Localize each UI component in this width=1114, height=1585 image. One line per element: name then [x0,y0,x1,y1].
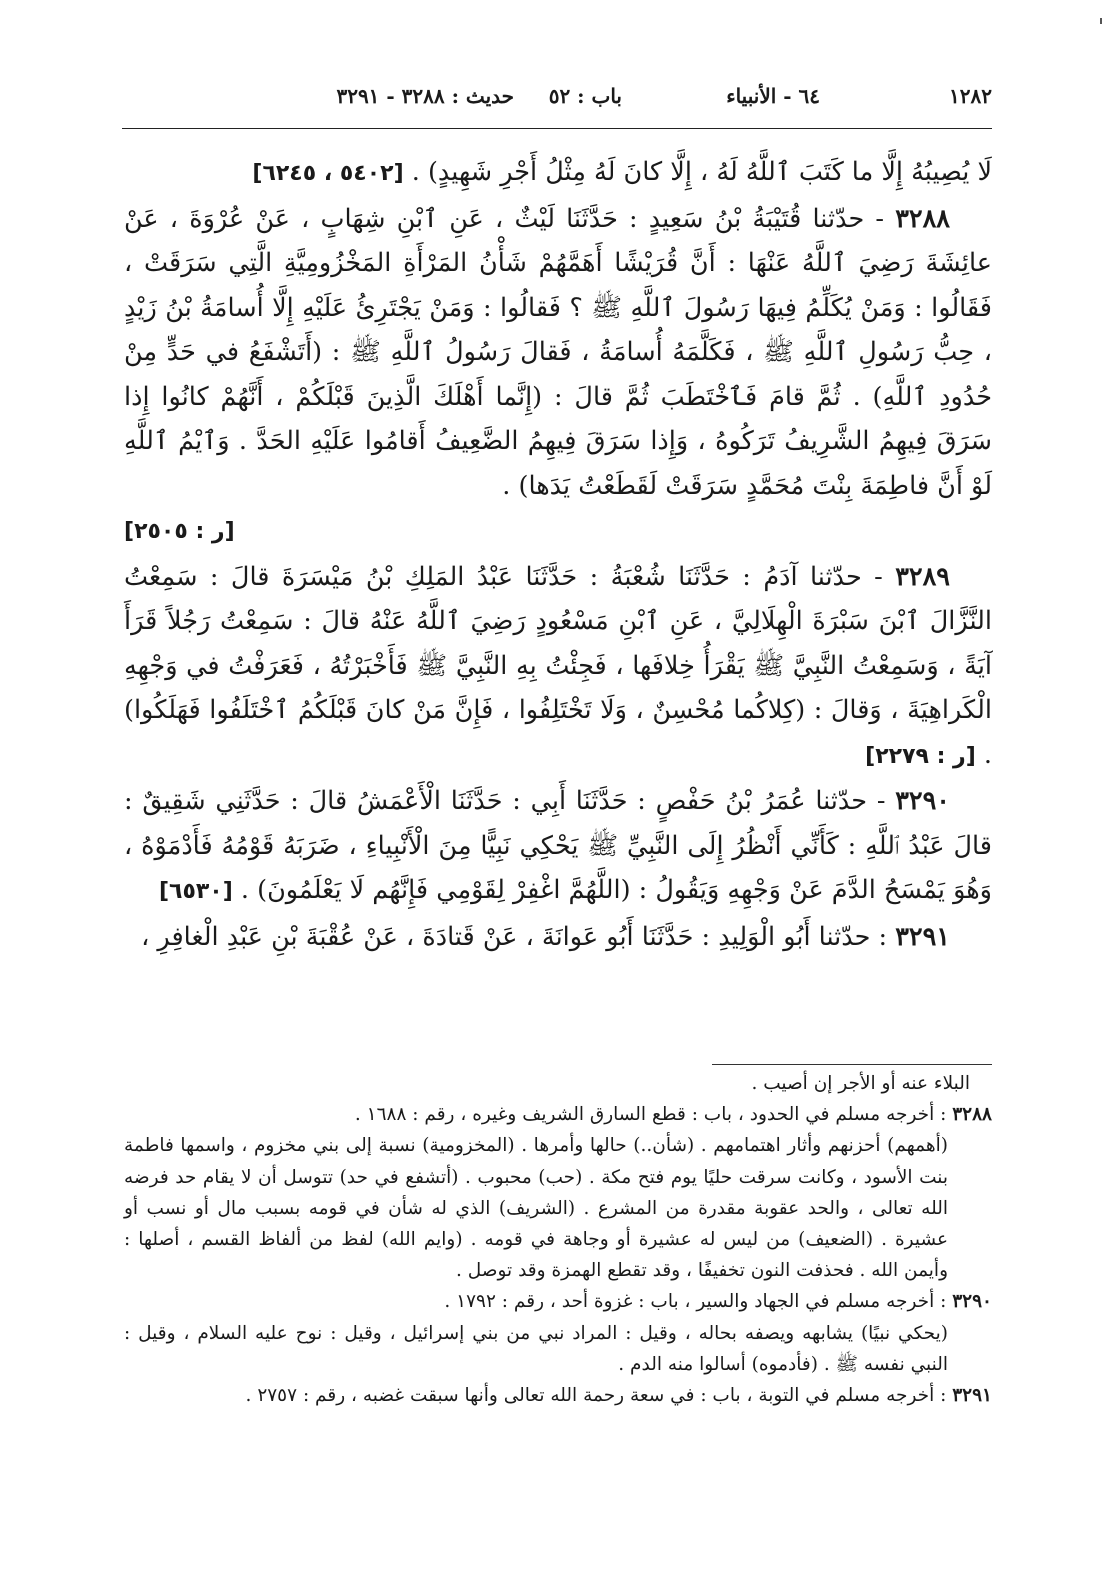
main-text [124,150,992,959]
hadith-number: ٣٢٨٨ [895,203,951,234]
book-title: ٦٤ - الأنبياء [726,84,820,108]
hadith-3289 [124,555,992,780]
chapter-label: باب : ٥٢ [548,84,622,108]
scan-mark [1100,18,1102,24]
hadith-3291 [124,915,992,960]
footnote-continuation: البلاء عنه أو الأجر إن أصيب . [751,1073,970,1094]
hadith-text: - حدّثنا آدَمُ : حَدَّثَنَا شُعْبَةُ : حَدَّثَنَا عَبْدُ المَلِكِ بْنُ مَيْسَرَةَ قالَ : سَمِعْتُ النَّزَّالَ ٱبْنَ سَبْرَةَ الْهِلَالِيَّ ، عَنِ ٱبْنِ مَسْعُودٍ رَضِيَ ٱللَّهُ عَنْهُ قالَ : سَمِعْتُ رَجُلاً قَرَأَ آيَةً ، وَسَمِعْتُ النَّبِيَّ ﷺ يَقْرَأُ خِلافَها ، فَجِئْتُ بِهِ النَّبِيَّ ﷺ فَأَخْبَرْتُهُ ، فَعَرَفْتُ في وَجْهِهِ الْكَراهِيَةَ ، وَقالَ : (كِلاكُما مُحْسِنٌ ، وَلَا تَخْتَلِفُوا ، فَإِنَّ مَنْ كانَ قَبْلَكُمُ ٱخْتَلَفُوا فَهَلَكُوا) . [124,561,992,770]
cross-reference: [٦٥٣٠] [158,879,233,904]
footnote-source [124,1380,992,1411]
hadith-number: ٣٢٩٠ [895,786,950,816]
footnote-divider [712,1064,992,1065]
page-number: ١٢٨٢ [949,84,992,108]
hadith-number: ٣٢٩١ [895,921,950,952]
hadith-text: - حدّثنا قُتَيْبَةُ بْنُ سَعِيدٍ : حَدَّثَنَا لَيْثٌ ، عَنِ ٱبْنِ شِهَابٍ ، عَنْ عُرْوَةَ ، عَنْ عائِشَةَ رَضِيَ ٱللَّهُ عَنْهَا : أَنَّ قُرَيْشًا أَهَمَّهُمْ شَأْنُ المَرْأَةِ المَخْزُومِيَّةِ الَّتِي سَرَقَتْ ، فَقَالُوا : وَمَنْ يُكَلِّمُ فِيهَا رَسُولَ ٱللَّهِ ﷺ ؟ فَقالُوا : وَمَنْ يَجْتَرِئُ عَلَيْهِ إِلَّا أُسامَةُ بْنُ زَيْدٍ ، حِبُّ رَسُولِ ٱللَّهِ ﷺ ، فَكَلَّمَهُ أُسامَةُ ، فَقالَ رَسُولُ ٱللَّهِ ﷺ : (أَتَشْفَعُ في حَدٍّ مِنْ حُدُودِ ٱللَّهِ) . ثُمَّ قامَ فَٱخْتَطَبَ ثُمَّ قالَ : (إِنَّما أَهْلَكَ الَّذِينَ قَبْلَكُمْ ، أَنَّهُمْ كانُوا إِذا سَرَقَ فِيهِمُ الشَّرِيفُ تَرَكُوهُ ، وَإِذا سَرَقَ فِيهِمُ الضَّعِيفُ أَقامُوا عَلَيْهِ الحَدَّ . وَٱيْمُ ٱللَّهِ لَوْ أَنَّ فاطِمَةَ بِنْتَ مُحَمَّدٍ سَرَقَتْ لَقَطَعْتُ يَدَها) . [124,203,992,501]
footnote-gloss: (أهمهم) أحزنهم وأثار اهتمامهم . (شأن..) حالها وأمرها . (المخزومية) نسبة إلى بني مخزوم ، واسمها فاطمة بنت الأسود ، وكانت سرقت حليًا يوم فتح مكة . (حب) محبوب . (أتشفع في حد) تتوسل أن لا يقام حد فرضه الله تعالى ، والحد عقوبة مقدرة من المشرع . (الشريف) الذي له شأن في قومه بسبب مال أو نسب أو عشيرة . (الضعيف) من ليس له عشيرة أو وجاهة في قومه . (وايم الله) لفظ من ألفاظ القسم ، أصلها : وأيمن الله . فحذفت النون تخفيفًا ، وقد تقطع الهمزة وقد توصل . [124,1135,949,1282]
hadith-range: حديث : ٣٢٨٨ - ٣٢٩١ [336,84,514,108]
hadith-text: - حدّثنا عُمَرُ بْنُ حَفْصٍ : حَدَّثَنَا أَبِي : حَدَّثَنَا الْأَعْمَشُ قالَ : حَدَّثَنِي شَقِيقٌ : قالَ عَبْدُ ٱللَّهِ : كَأَنِّي أَنْظُرُ إِلَى النَّبِيِّ ﷺ يَحْكِي نَبِيًّا مِنَ الْأَنْبِياءِ ، ضَرَبَهُ قَوْمُهُ فَأَدْمَوْهُ ، وَهُوَ يَمْسَحُ الدَّمَ عَنْ وَجْهِهِ وَيَقُولُ : (اللَّهُمَّ اغْفِرْ لِقَوْمِي فَإِنَّهُم لَا يَعْلَمُونَ) . [124,786,992,905]
footnote-source-text: : أخرجه مسلم في الجهاد والسير ، باب : غزوة أحد ، رقم : ١٧٩٢ . [444,1291,947,1313]
footnote-source [124,1099,992,1130]
hadith-3288-ref-line [124,508,992,555]
hadith-3288 [124,197,992,509]
footnote-number: ٣٢٩٠ [952,1291,992,1313]
hadith-text: : حدّثنا أَبُو الْوَلِيدِ : حَدَّثَنَا أَبُو عَوانَةَ ، عَنْ قَتادَةَ ، عَنْ عُقْبَةَ بْنِ عَبْدِ الْغافِرِ ، [141,921,888,952]
hadith-3290 [124,779,992,915]
footnote-source [124,1286,992,1317]
footnote-number: ٣٢٩١ [952,1385,992,1407]
cross-reference: [ر : ٢٢٧٩] [865,743,976,769]
hadith-number: ٣٢٨٩ [895,561,951,592]
cross-reference: [٥٤٠٢ ، ٦٢٤٥] [252,161,404,186]
header-divider [122,128,992,129]
intro-paragraph [124,150,992,197]
footnotes [124,1068,992,1411]
intro-text: لَا يُصِيبُهُ إِلَّا ما كَتَبَ ٱللَّهُ لَهُ ، إِلَّا كانَ لَهُ مِثْلُ أَجْرِ شَهِيدٍ) . [411,157,992,187]
footnote-number: ٣٢٨٨ [952,1104,992,1126]
cross-reference: [ر : ٢٥٠٥] [124,519,235,544]
footnote-source-text: : أخرجه مسلم في الحدود ، باب : قطع السارق الشريف وغيره ، رقم : ١٦٨٨ . [354,1104,947,1126]
footnote-source-text: : أخرجه مسلم في التوبة ، باب : في سعة رحمة الله تعالى وأنها سبقت غضبه ، رقم : ٢٧٥٧ . [245,1385,947,1407]
running-header [208,84,992,116]
footnote-gloss: (يحكي نبيًا) يشابهه ويصفه بحاله ، وقيل : المراد نبي من بني إسرائيل ، وقيل : نوح عليه السلام ، وقيل : النبي نفسه ﷺ . (فأدموه) أسالوا منه الدم . [124,1322,948,1375]
